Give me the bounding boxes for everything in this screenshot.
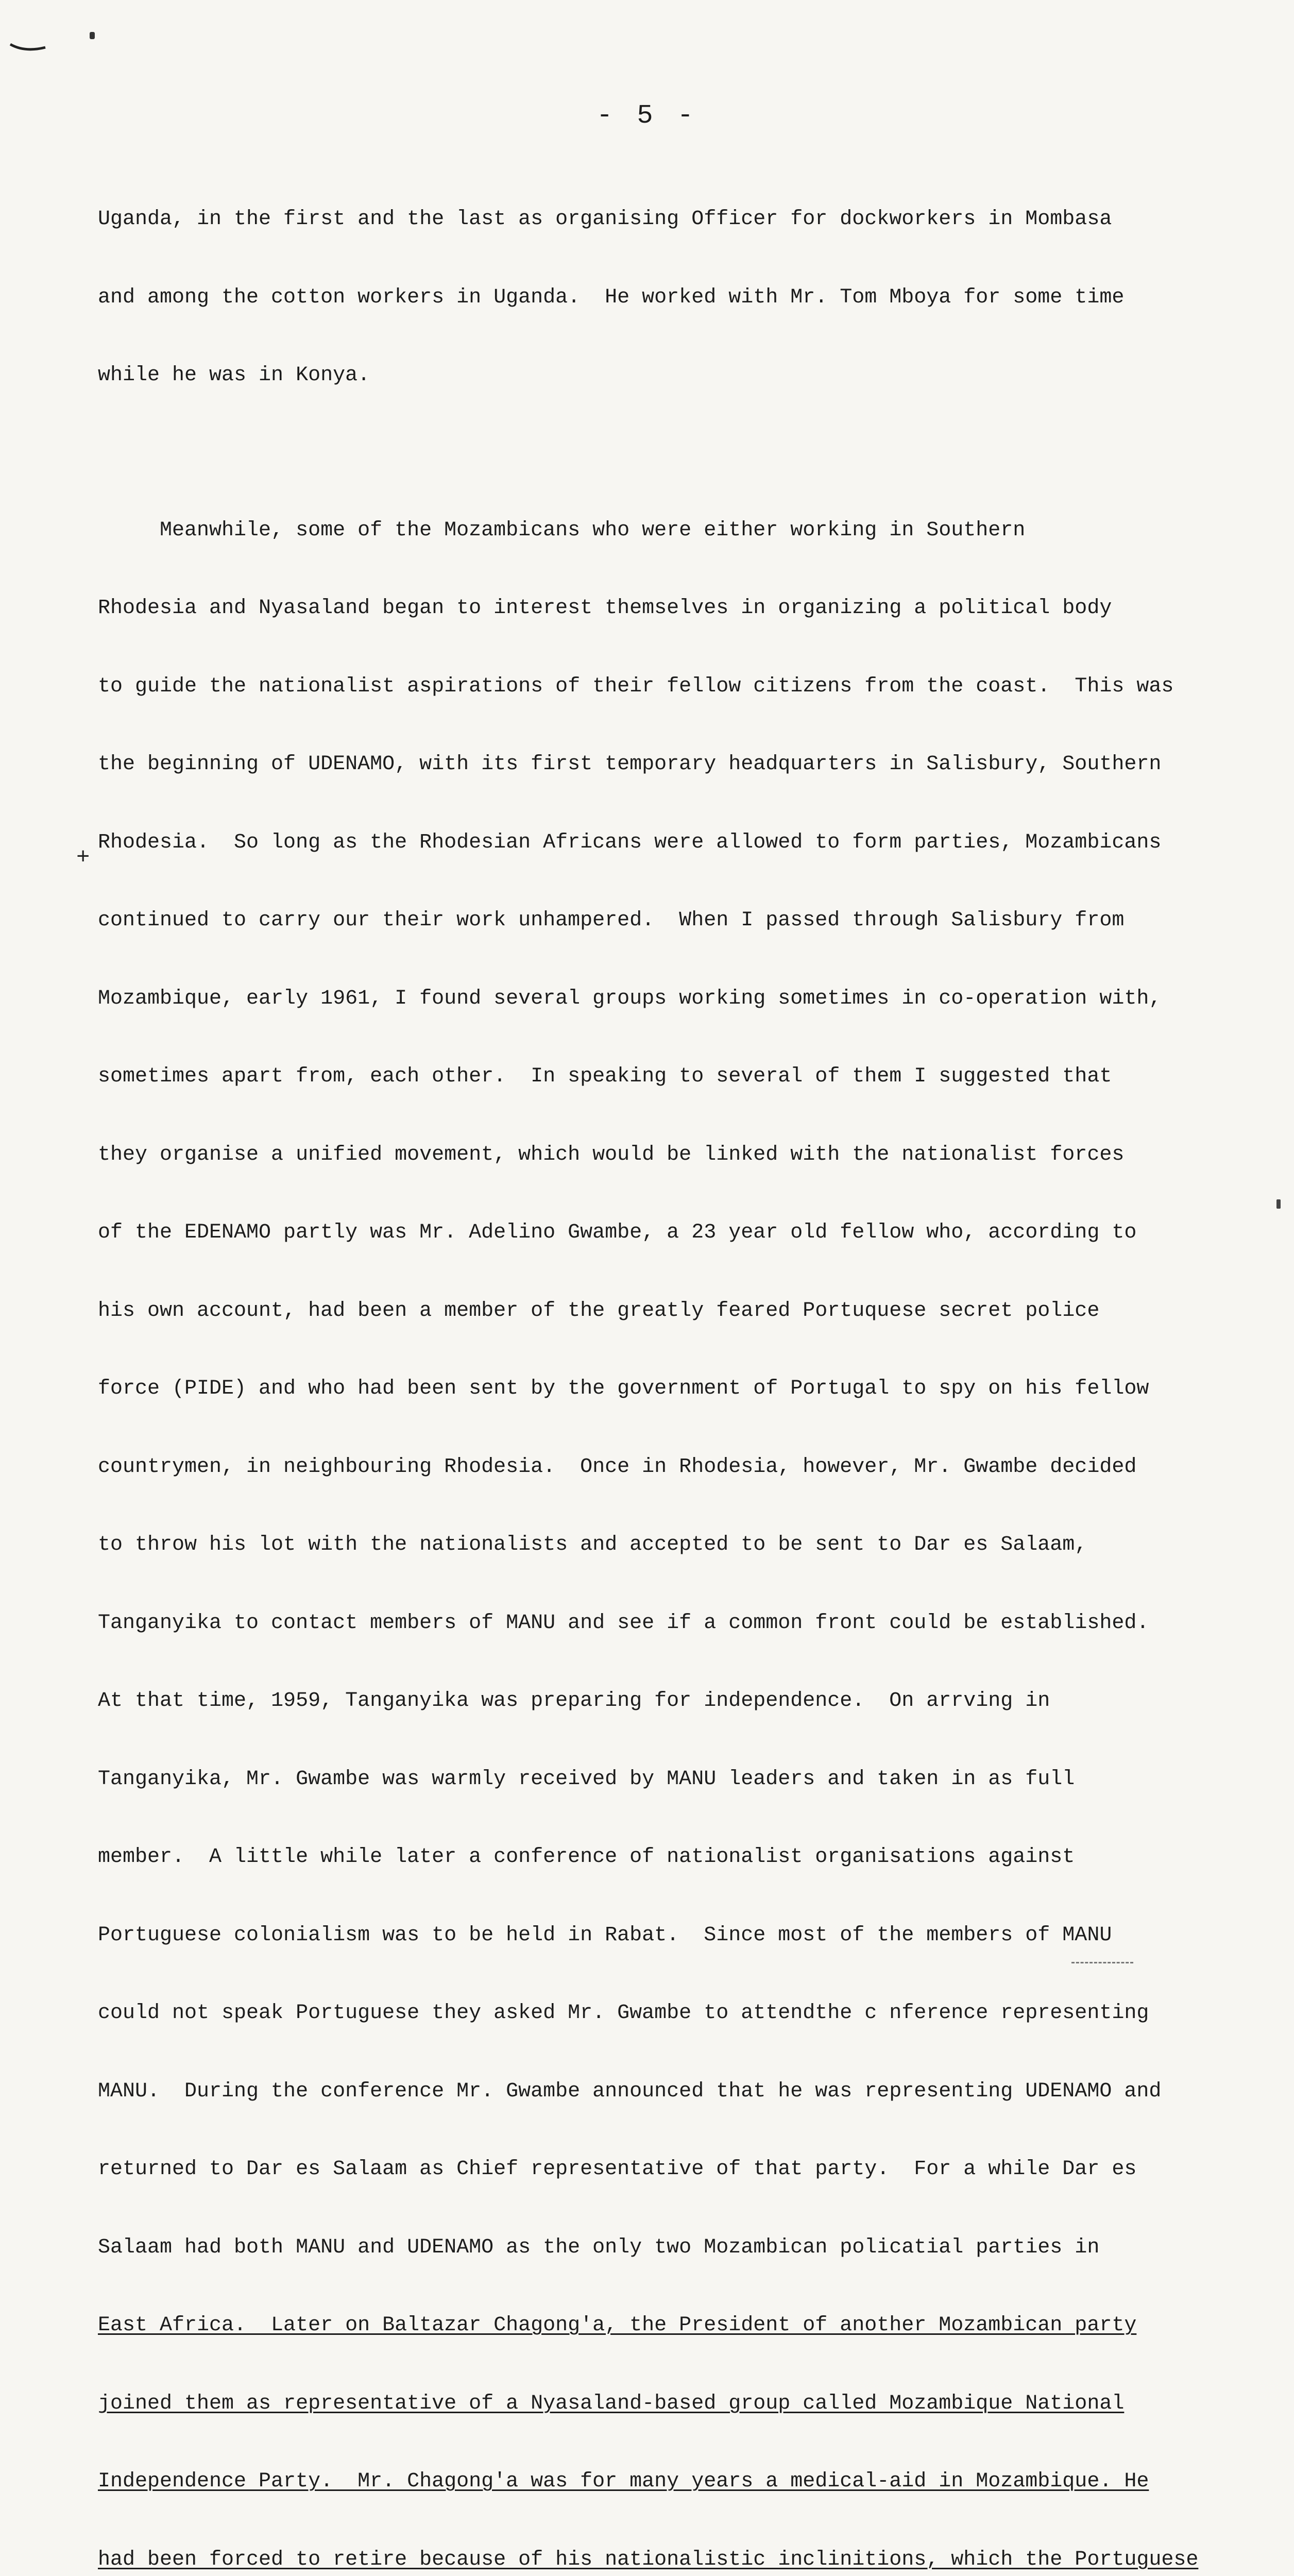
text-line: to guide the nationalist aspirations of their fellow citizens from the coast. This was (98, 674, 1252, 700)
text-line: sometimes apart from, each other. In speaking to several of them I suggested that (98, 1064, 1252, 1090)
text-line: At that time, 1959, Tanganyika was preparing for independence. On arrving in (98, 1688, 1252, 1715)
text-line: Rhodesia. So long as the Rhodesian Africans were allowed to form parties, Mozambicans (98, 830, 1252, 856)
text-line: the beginning of UDENAMO, with its first temporary headquarters in Salisbury, Southern (98, 752, 1252, 778)
underlined-text-line: East Africa. Later on Baltazar Chagong'a, the President of another Mozambican party (98, 2313, 1252, 2339)
text-line: and among the cotton workers in Uganda. He worked with Mr. Tom Mboya for some time (98, 285, 1252, 311)
page-number: - 5 - (0, 100, 1294, 131)
text-line: Tanganyika to contact members of MANU and see if a common front could be established. (98, 1611, 1252, 1637)
text-line: countrymen, in neighbouring Rhodesia. Once in Rhodesia, however, Mr. Gwambe decided (98, 1454, 1252, 1481)
paragraph-2 (98, 466, 1252, 2576)
text-line: his own account, had been a member of the greatly feared Portuquese secret police (98, 1298, 1252, 1325)
scan-mark-top-left (9, 41, 50, 52)
margin-arrow-mark: + (76, 845, 90, 871)
text-line: member. A little while later a conference of nationalist organisations against (98, 1844, 1252, 1871)
text-line: Salaam had both MANU and UDENAMO as the only two Mozambican policatial parties in (98, 2235, 1252, 2261)
text-line: force (PIDE) and who had been sent by the government of Portugal to spy on his fellow (98, 1376, 1252, 1402)
text-line: they organise a unified movement, which would be linked with the nationalist forces (98, 1142, 1252, 1168)
text-line: Meanwhile, some of the Mozambicans who were either working in Southern (98, 518, 1252, 544)
text-line: Rhodesia and Nyasaland began to interest themselves in organizing a political body (98, 596, 1252, 622)
text-line: to throw his lot with the nationalists and accepted to be sent to Dar es Salaam, (98, 1532, 1252, 1558)
text-line: Mozambique, early 1961, I found several groups working sometimes in co-operation with, (98, 986, 1252, 1012)
scan-mark-right-edge (1276, 1199, 1281, 1209)
text-line: of the EDENAMO partly was Mr. Adelino Gwambe, a 23 year old fellow who, according to (98, 1220, 1252, 1246)
underlined-text-line: Independence Party. Mr. Chagong'a was for many years a medical-aid in Mozambique. He (98, 2469, 1252, 2495)
underlined-text-line: had been forced to retire because of his nationalistic inclinitions, which the Portuguese (98, 2547, 1252, 2573)
text-line: Portuguese colonialism was to be held in Rabat. Since most of the members of MANU (98, 1923, 1252, 1949)
text-line: continued to carry our their work unhampered. When I passed through Salisbury from (98, 908, 1252, 934)
text-line: Uganda, in the first and the last as organising Officer for dockworkers in Mombasa (98, 207, 1252, 233)
text-line: while he was in Konya. (98, 363, 1252, 389)
text-line: MANU. During the conference Mr. Gwambe announced that he was representing UDENAMO and (98, 2079, 1252, 2105)
text-line: Tanganyika, Mr. Gwambe was warmly received by MANU leaders and taken in as full (98, 1767, 1252, 1793)
underlined-text-line: joined them as representative of a Nyasaland-based group called Mozambique National (98, 2391, 1252, 2417)
scan-mark-top-dot (90, 32, 95, 39)
paragraph-1 (98, 155, 1252, 441)
body-text (98, 155, 1252, 2576)
text-line: returned to Dar es Salaam as Chief representative of that party. For a while Dar es (98, 2157, 1252, 2183)
text-line: could not speak Portuguese they asked Mr. Gwambe to attendthe c nference representing (98, 2001, 1252, 2027)
scan-mark-bottom-right (1071, 1962, 1133, 1968)
